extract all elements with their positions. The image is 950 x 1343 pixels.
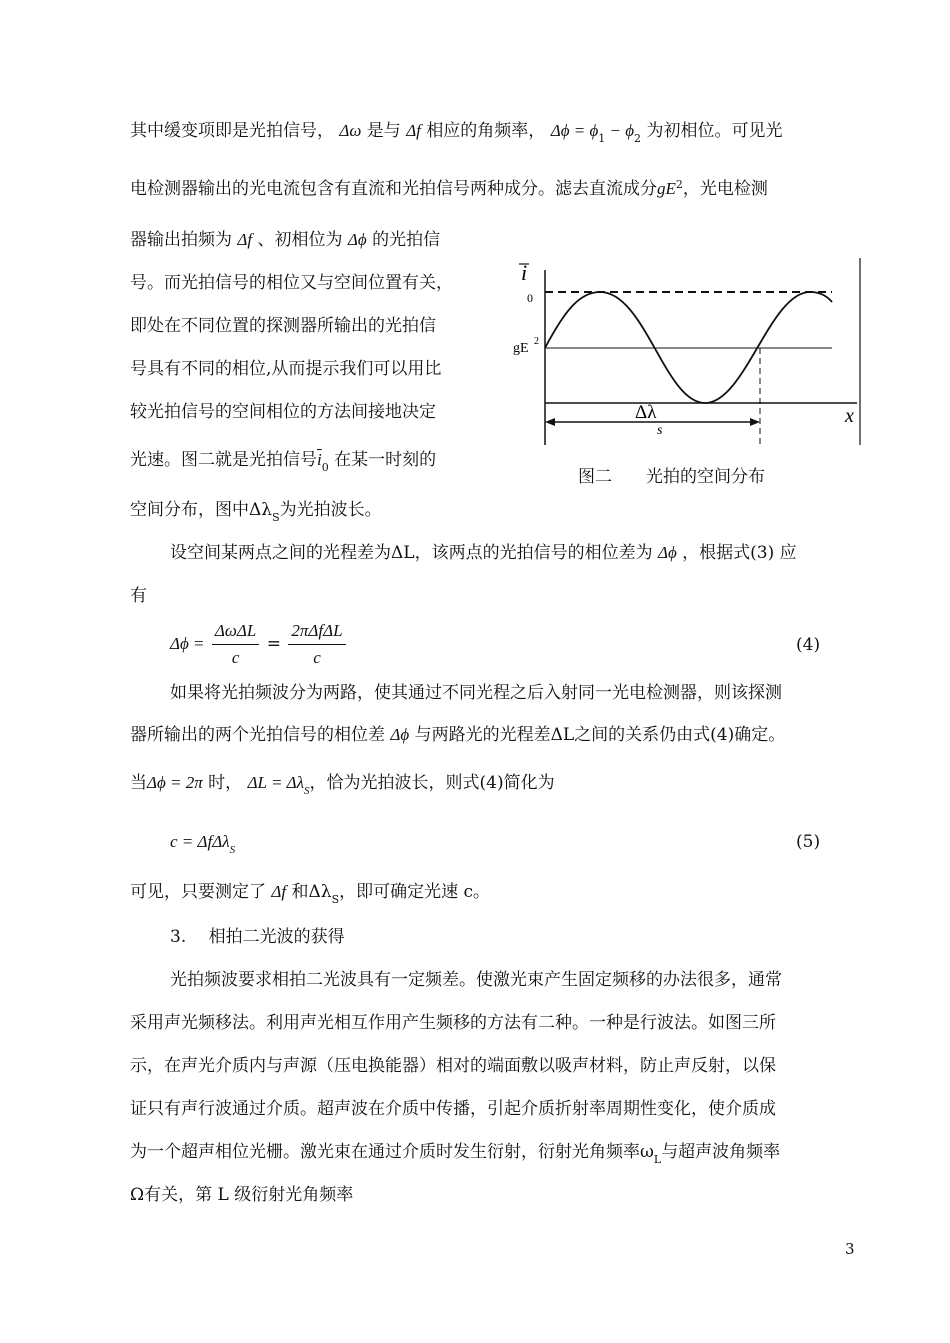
para-line-14 xyxy=(130,771,555,797)
para-line-18: 示，在声光介质内与声源（压电换能器）相对的端面敷以吸声材料，防止声反射，以保 xyxy=(130,1056,776,1076)
para-line-21: Ω有关，第 L 级衍射光角频率 xyxy=(130,1185,354,1205)
figure-caption: 图二 光拍的空间分布 xyxy=(578,467,765,487)
para-line-19: 证只有声行波通过介质。超声波在介质中传播，引起介质折射率周期性变化，使介质成 xyxy=(130,1099,776,1119)
fraction-2 xyxy=(288,620,345,669)
superscript: 2 xyxy=(675,178,683,191)
denominator: c xyxy=(313,648,321,667)
delta-phi: Δϕ xyxy=(390,725,410,744)
arrowhead-left xyxy=(545,418,555,426)
eq-lhs: c = ΔfΔλ xyxy=(170,832,230,851)
para-line-5: 即处在不同位置的探测器所输出的光拍信 xyxy=(130,316,436,336)
delta-phi: Δϕ xyxy=(347,230,367,249)
text: 是与 xyxy=(366,121,401,141)
para-line-17: 采用声光频移法。利用声光相互作用产生频移的方法有二种。一种是行波法。如图三所 xyxy=(130,1013,776,1033)
para-line-16: 光拍频波要求相拍二光波具有一定频差。使激光束产生固定频移的办法很多，通常 xyxy=(170,970,782,990)
equation-5 xyxy=(170,830,235,856)
text: 在某一时刻的 xyxy=(334,450,437,470)
subscript: S xyxy=(229,844,236,856)
numerator: 2πΔfΔL xyxy=(288,620,345,645)
para-line-8 xyxy=(130,448,436,474)
gE: gE xyxy=(657,179,676,198)
text: 光速。图二就是光拍信号 xyxy=(130,450,317,470)
para-line-9 xyxy=(130,498,382,524)
text: 其中缓变项即是光拍信号， xyxy=(130,121,334,141)
text: ，即可确定光速 c。 xyxy=(339,882,491,902)
text: 器输出拍频为 xyxy=(130,230,232,250)
y-axis-subscript: 0 xyxy=(527,291,533,305)
text: 的光拍信 xyxy=(372,230,441,250)
equation-4 xyxy=(170,620,348,669)
para-line-15 xyxy=(130,880,490,906)
subscript: 0 xyxy=(321,461,329,474)
gE2-label: gE xyxy=(513,341,529,356)
text: 空间分布，图中Δλ xyxy=(130,500,273,520)
text: 为一个超声相位光栅。激光束在通过介质时发生衍射，衍射光角频率ω xyxy=(130,1142,654,1162)
subscript: S xyxy=(304,785,310,797)
wavelength-subscript: s xyxy=(657,423,663,438)
gE2-superscript: 2 xyxy=(534,336,539,347)
delta-phi: Δϕ xyxy=(657,543,677,562)
eq-lhs: Δϕ = xyxy=(170,634,205,653)
text: 可见，只要测定了 xyxy=(130,882,266,902)
para-line-13 xyxy=(130,723,785,747)
subscript: 2 xyxy=(634,132,642,145)
text: 与超声波角频率 xyxy=(661,1142,781,1162)
text: 设空间某两点之间的光程差为ΔL，该两点的光拍信号的相位差为 xyxy=(170,543,653,563)
delta-f: Δf xyxy=(406,121,421,140)
text: 电检测器输出的光电流包含有直流和光拍信号两种成分。滤去直流成分 xyxy=(130,179,657,199)
para-line-10 xyxy=(170,541,797,565)
phi: − ϕ xyxy=(605,121,635,140)
para-line-11: 有 xyxy=(130,586,147,606)
x-axis-label: x xyxy=(845,405,854,427)
text: 当 xyxy=(130,773,147,793)
para-line-12: 如果将光拍频波分为两路，使其通过不同光程之后入射同一光电检测器，则该探测 xyxy=(170,683,782,703)
figure-light-beat-spatial-distribution xyxy=(505,250,875,450)
text: 为初相位。可见光 xyxy=(646,121,783,141)
equation: Δϕ = 2π xyxy=(147,773,203,792)
delta-omega: Δω xyxy=(339,121,362,140)
para-line-2 xyxy=(130,177,768,203)
equation-5-number: (5) xyxy=(796,832,821,852)
delta-f: Δf xyxy=(271,882,287,901)
text: 相应的角频率， xyxy=(426,121,546,141)
numerator: ΔωΔL xyxy=(212,620,259,645)
page-number: 3 xyxy=(845,1240,855,1258)
para-line-4: 号。而光拍信号的相位又与空间位置有关， xyxy=(130,273,453,293)
text: ，根据式(3) 应 xyxy=(682,543,797,563)
para-line-1 xyxy=(130,119,782,145)
equation-4-number: (4) xyxy=(796,635,821,655)
para-line-20 xyxy=(130,1140,780,1166)
i-bar: $\overline{i}$ xyxy=(317,450,322,469)
para-line-7: 较光拍信号的空间相位的方法间接地决定 xyxy=(130,402,436,422)
wavelength-label: Δλ xyxy=(635,402,657,423)
text: 时， xyxy=(202,773,243,793)
subscript: 1 xyxy=(598,132,606,145)
arrowhead-right xyxy=(750,418,760,426)
para-line-6: 号具有不同的相位,从而提示我们可以用比 xyxy=(130,359,442,379)
subscript: S xyxy=(331,893,340,906)
equation: ΔL = Δλ xyxy=(247,773,305,792)
equals: = xyxy=(266,634,281,654)
section-heading-3: 3. 相拍二光波的获得 xyxy=(170,927,345,947)
denominator: c xyxy=(231,648,240,667)
subscript: L xyxy=(653,1153,662,1166)
subscript: S xyxy=(272,511,280,524)
text: 与两路光的光程差ΔL之间的关系仍由式(4)确定。 xyxy=(414,725,786,745)
para-line-3 xyxy=(130,228,440,252)
text: ，光电检测 xyxy=(682,179,768,199)
delta-f: Δf xyxy=(237,230,253,249)
text: 、初相位为 xyxy=(257,230,343,250)
text: ，恰为光拍波长，则式(4)简化为 xyxy=(309,773,555,793)
text: 和Δλ xyxy=(291,882,332,902)
text: 为光拍波长。 xyxy=(279,500,382,520)
fraction-1 xyxy=(212,620,259,669)
text: 器所输出的两个光拍信号的相位差 xyxy=(130,725,385,745)
y-axis-label: i xyxy=(521,260,528,285)
delta-phi: Δϕ = ϕ xyxy=(550,121,599,140)
